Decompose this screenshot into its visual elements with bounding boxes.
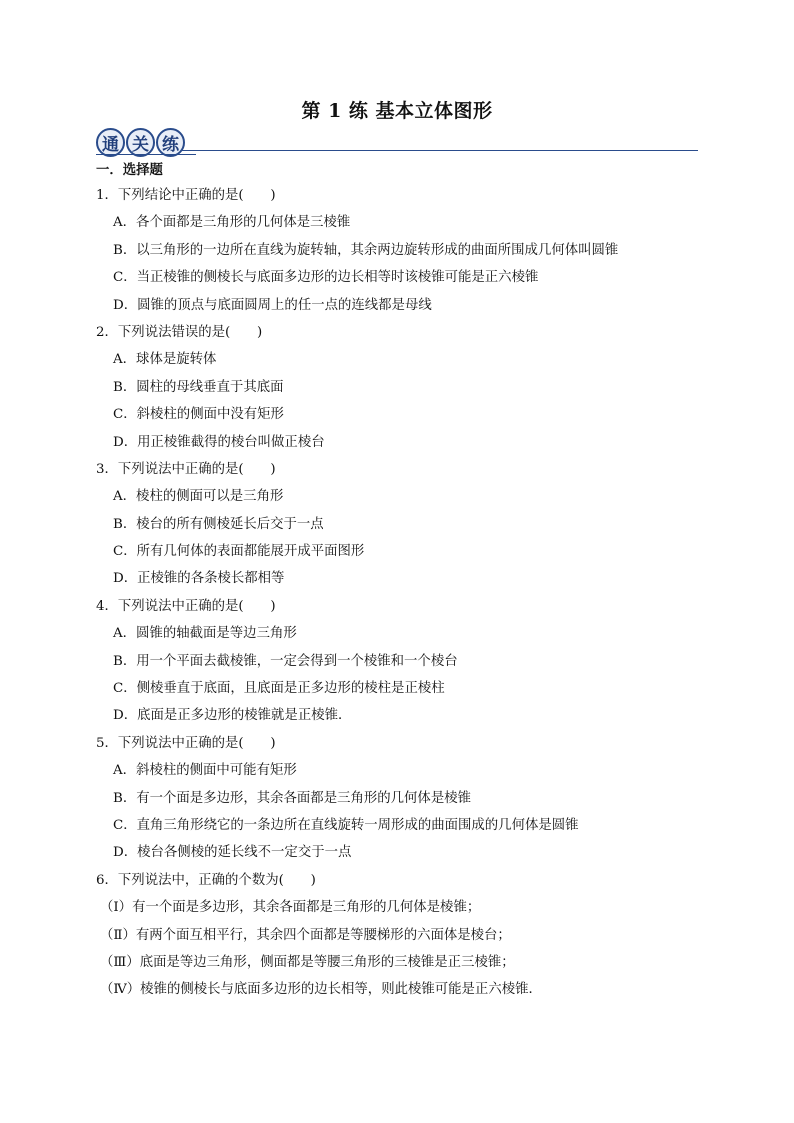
badge	[96, 128, 185, 157]
option-b: B．有一个面是多边形，其余各面都是三角形的几何体是棱锥	[113, 790, 471, 806]
question-4	[96, 593, 706, 730]
banner-rule	[182, 150, 698, 151]
statement-iv: （Ⅳ）棱锥的侧棱长与底面多边形的边长相等，则此棱锥可能是正六棱锥．	[100, 982, 542, 998]
section-heading: 一．选择题	[96, 163, 163, 178]
question-stem: 6．下列说法中，正确的个数为( )	[96, 872, 316, 888]
option-b: B．以三角形的一边所在直线为旋转轴，其余两边旋转形成的曲面所围成几何体叫圆锥	[113, 242, 619, 258]
badge-char: 关	[126, 128, 155, 157]
question-3	[96, 456, 706, 593]
option-d: D．正棱锥的各条棱长都相等	[113, 571, 285, 587]
option-a: A．棱柱的侧面可以是三角形	[113, 489, 284, 505]
option-c: C．当正棱锥的侧棱长与底面多边形的边长相等时该棱锥可能是正六棱锥	[113, 270, 539, 286]
option-c: C．斜棱柱的侧面中没有矩形	[113, 407, 284, 423]
statement-ii: （Ⅱ）有两个面互相平行，其余四个面都是等腰梯形的六面体是棱台；	[100, 927, 511, 943]
option-a: A．各个面都是三角形的几何体是三棱锥	[113, 215, 351, 231]
option-b: B．用一个平面去截棱锥，一定会得到一个棱锥和一个棱台	[113, 653, 458, 669]
option-c: C．直角三角形绕它的一条边所在直线旋转一周形成的曲面围成的几何体是圆锥	[113, 817, 579, 833]
option-a: A．斜棱柱的侧面中可能有矩形	[113, 763, 297, 779]
question-stem: 2．下列说法错误的是( )	[96, 324, 263, 340]
option-c: C．所有几何体的表面都能展开成平面图形	[113, 544, 365, 560]
question-6	[96, 867, 706, 1004]
section-banner	[96, 128, 698, 164]
option-d: D．棱台各侧棱的延长线不一定交于一点	[113, 845, 352, 861]
banner-underline	[96, 154, 196, 155]
option-d: D．圆锥的顶点与底面圆周上的任一点的连线都是母线	[113, 297, 432, 313]
statement-iii: （Ⅲ）底面是等边三角形，侧面都是等腰三角形的三棱锥是正三棱锥；	[100, 954, 515, 970]
question-stem: 1．下列结论中正确的是( )	[96, 188, 276, 203]
question-stem: 5．下列说法中正确的是( )	[96, 735, 276, 751]
option-c: C．侧棱垂直于底面，且底面是正多边形的棱柱是正棱柱	[113, 681, 445, 697]
question-stem: 3．下列说法中正确的是( )	[96, 461, 276, 477]
page-title: 第 1 练 基本立体图形	[301, 100, 493, 122]
option-d: D．底面是正多边形的棱锥就是正棱锥．	[113, 708, 352, 724]
question-list	[96, 160, 706, 1004]
badge-char: 练	[156, 128, 185, 157]
option-a: A．球体是旋转体	[113, 352, 217, 368]
statement-i: （Ⅰ）有一个面是多边形，其余各面都是三角形的几何体是棱锥；	[100, 900, 481, 916]
option-d: D．用正棱锥截得的棱台叫做正棱台	[113, 434, 325, 450]
option-a: A．圆锥的轴截面是等边三角形	[113, 626, 297, 642]
question-5	[96, 730, 706, 867]
question-1	[96, 182, 706, 319]
option-b: B．圆柱的母线垂直于其底面	[113, 379, 284, 395]
question-stem: 4．下列说法中正确的是( )	[96, 598, 276, 614]
question-2	[96, 319, 706, 456]
option-b: B．棱台的所有侧棱延长后交于一点	[113, 516, 324, 532]
badge-char: 通	[96, 128, 125, 157]
